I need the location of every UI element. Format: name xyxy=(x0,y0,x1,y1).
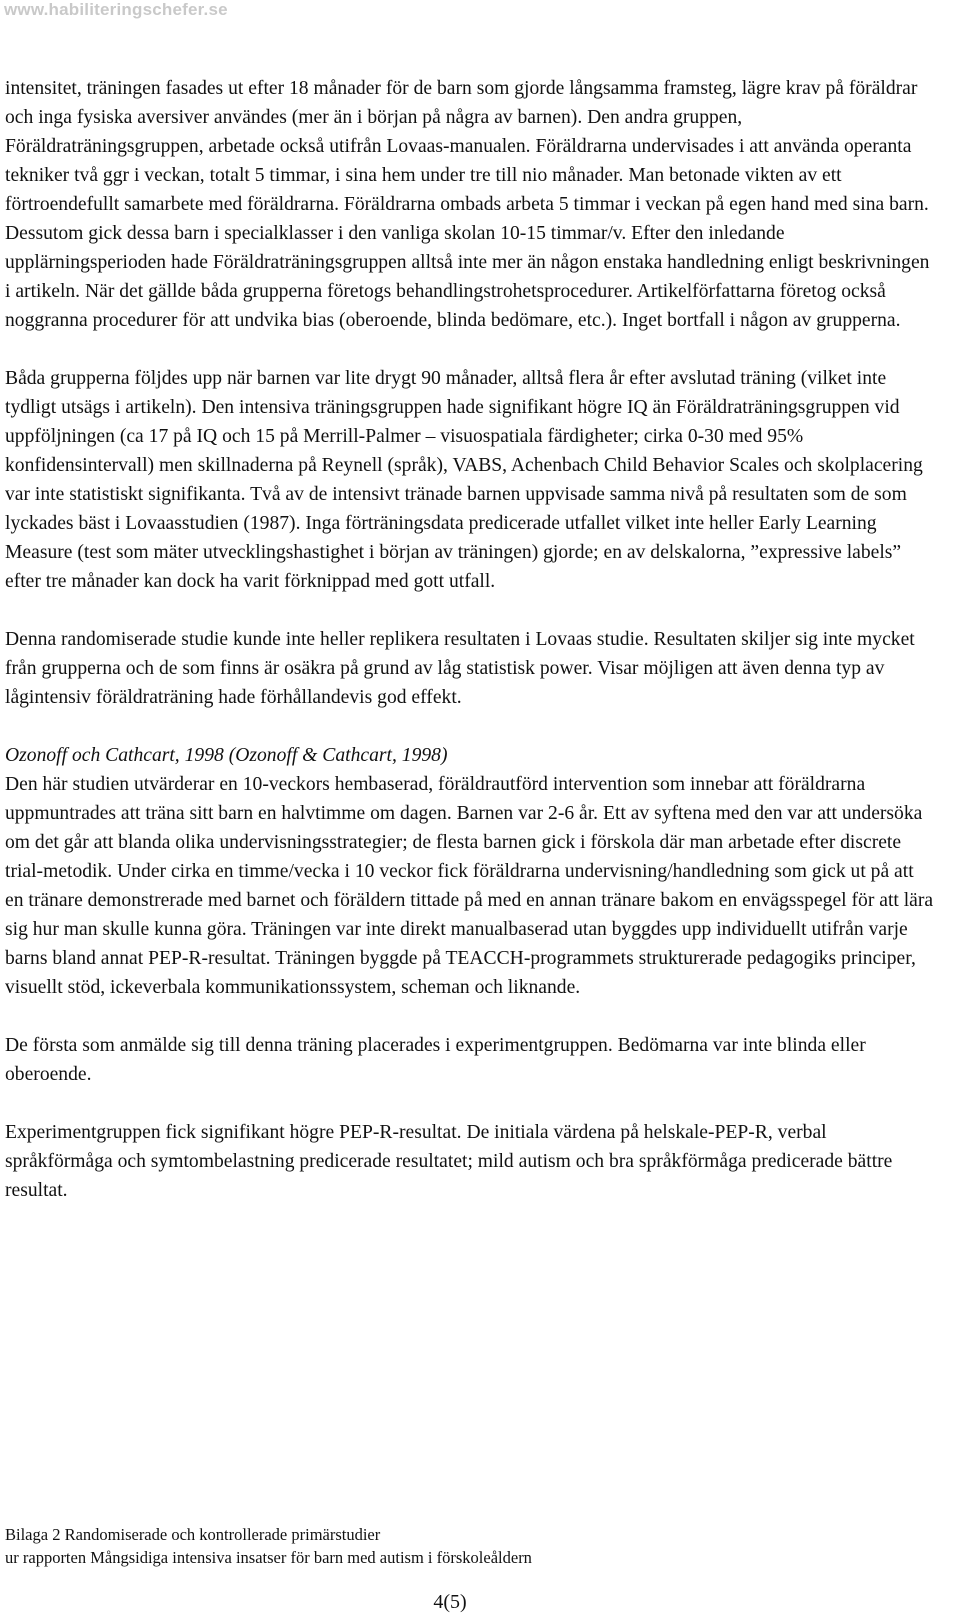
site-watermark: www.habiliteringschefer.se xyxy=(4,0,228,19)
body-paragraph: intensitet, träningen fasades ut efter 18 månader för de barn som gjorde långsamma framsteg, lägre krav på föräldrar och inga fysiska aversiver användes (mer än i början på några av barnen). Den andra gruppen, Föräldraträningsgruppen, arbetade också utifrån Lovaas-manualen. Föräldrarna undervisades i att använda operanta tekniker två ggr i veckan, totalt 5 timmar, i sina hem under tre till nio månader. Man betonade vikten av ett förtroendefullt samarbete med föräldrarna. Föräldrarna ombads arbeta 5 timmar i veckan på egen hand med sina barn. Dessutom gick dessa barn i specialklasser i den vanliga skolan 10-15 timmar/v. Efter den inledande upplärningsperioden hade Föräldraträningsgruppen alltså inte mer än någon enstaka handledning enligt beskrivningen i artikeln. När det gällde båda grupperna företogs behandlingstrohetsprocedurer. Artikelförfattarna företog också noggranna procedurer för att undvika bias (oberoende, blinda bedömare, etc.). Inget bortfall i någon av grupperna. xyxy=(5,78,930,331)
body-paragraph: Denna randomiserade studie kunde inte heller replikera resultaten i Lovaas studie. Resultaten skiljer sig inte mycket från grupperna och de som finns är osäkra på grund av låg statistisk power. Visar möjligen att även denna typ av lågintensiv föräldraträning hade förhållandevis god effekt. xyxy=(5,629,915,708)
body-paragraph: Båda grupperna följdes upp när barnen var lite drygt 90 månader, alltså flera år efter avslutad träning (vilket inte tydligt utsägs i artikeln). Den intensiva träningsgruppen hade signifikant högre IQ än Föräldraträningsgruppen vid uppföljningen (ca 17 på IQ och 15 på Merrill-Palmer – visuospatiala färdigheter; cirka 0-30 med 95% konfidensintervall) men skillnaderna på Reynell (språk), VABS, Achenbach Child Behavior Scales och skolplacering var inte statistiskt signifikanta. Två av de intensivt tränade barnen uppvisade samma nivå på resultaten som de som lyckades bäst i Lovaasstudien (1987). Inga förträningsdata predicerade utfallet vilket inte heller Early Learning Measure (test som mäter utvecklingshastighet i början av träningen) gjorde; en av delskalorna, ”expressive labels” efter tre månader kan dock ha varit förknippad med gott utfall. xyxy=(5,368,923,592)
footer-line-2: ur rapporten Mångsidiga intensiva insatser för barn med autism i förskoleåldern xyxy=(5,1548,532,1567)
page-footer xyxy=(5,1523,532,1569)
section-heading: Ozonoff och Cathcart, 1998 (Ozonoff & Cathcart, 1998) xyxy=(5,745,448,766)
footer-line-1: Bilaga 2 Randomiserade och kontrollerade primärstudier xyxy=(5,1525,381,1544)
section-paragraph: Den här studien utvärderar en 10-veckors hembaserad, föräldrautförd intervention som innebar att föräldrarna uppmuntrades att träna sitt barn en halvtimme om dagen. Barnen var 2-6 år. Ett av syftena med den var att undersöka om det går att blanda olika undervisningsstrategier; de flesta barnen gick i förskola där man arbetade efter discrete trial-metodik. Under cirka en timme/vecka i 10 veckor fick föräldrarna undervisning/handledning som gick ut på att en tränare demonstrerade med barnet och föräldern tittade på med en annan tränare bakom en envägsspegel för att lära sig hur man skulle kunna göra. Träningen var inte direkt manualbaserad utan byggdes upp individuellt utifrån varje barns bland annat PEP-R-resultat. Träningen byggde på TEACCH-programmets strukturerade pedagogiks principer, visuellt stöd, ickeverbala kommunikationssystem, scheman och liknande. xyxy=(5,774,934,998)
section-paragraph: Experimentgruppen fick signifikant högre PEP-R-resultat. De initiala värdena på helskale-PEP-R, verbal språkförmåga och symtombelastning predicerade resultatet; mild autism och bra språkförmåga predicerade bättre resultat. xyxy=(5,1122,893,1201)
document-body xyxy=(5,74,935,1205)
section-paragraph: De första som anmälde sig till denna träning placerades i experimentgruppen. Bedömarna var inte blinda eller oberoende. xyxy=(5,1035,866,1085)
page-number: 4(5) xyxy=(433,1591,467,1613)
